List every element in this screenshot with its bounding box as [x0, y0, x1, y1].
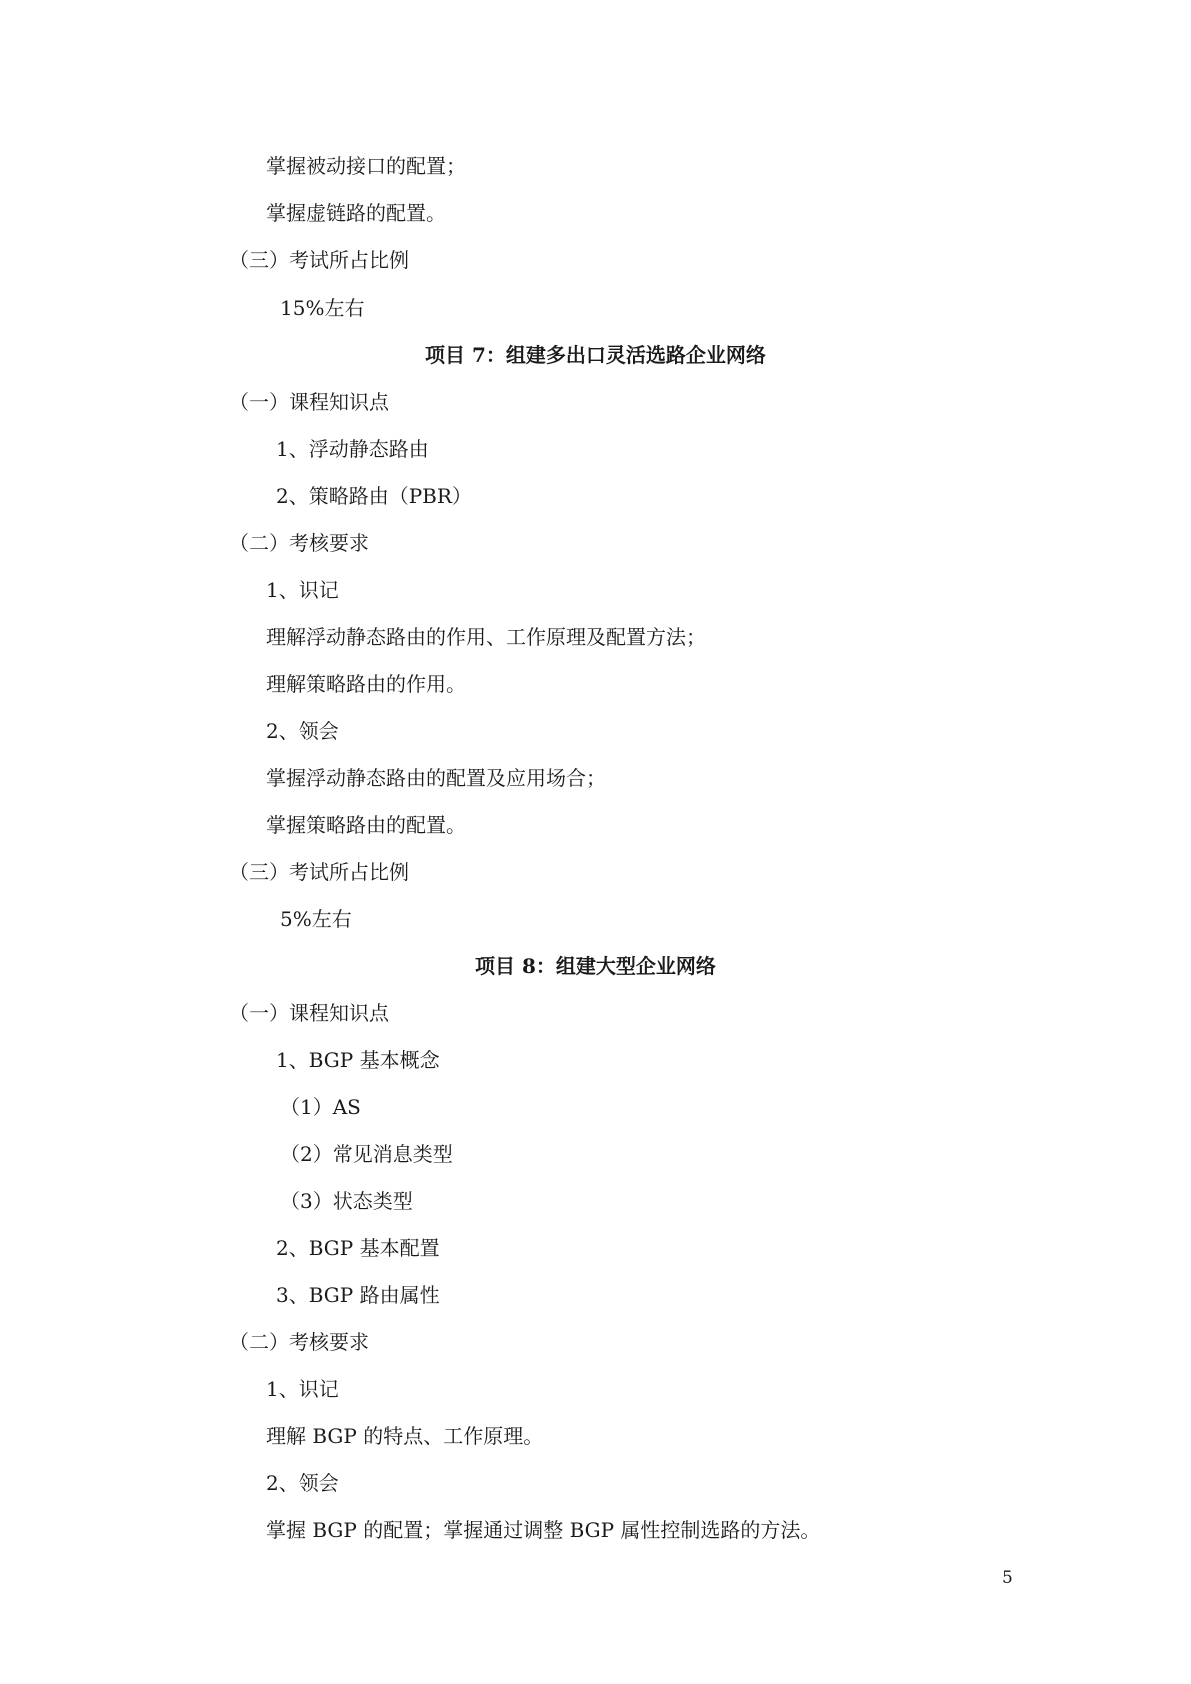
text-line: 掌握被动接口的配置； [266, 154, 466, 178]
section-heading: （三）考试所占比例 [229, 860, 409, 884]
section-heading: （二）考核要求 [229, 1330, 369, 1354]
list-item: 2、领会 [266, 719, 339, 743]
text-line: 理解浮动静态路由的作用、工作原理及配置方法； [266, 625, 706, 649]
list-item: 1、BGP 基本概念 [276, 1048, 440, 1072]
section-heading: （一）课程知识点 [229, 390, 389, 414]
text-line: 掌握策略路由的配置。 [266, 813, 466, 837]
sub-list-item: （3）状态类型 [280, 1189, 413, 1213]
text-line: 掌握虚链路的配置。 [266, 201, 446, 225]
text-line: 5%左右 [280, 907, 352, 931]
project-7-title: 项目 7：组建多出口灵活选路企业网络 [425, 343, 766, 367]
text-line: 理解 BGP 的特点、工作原理。 [266, 1424, 544, 1448]
text-line: 掌握 BGP 的配置；掌握通过调整 BGP 属性控制选路的方法。 [266, 1518, 821, 1542]
list-item: 1、识记 [266, 578, 339, 602]
list-item: 1、识记 [266, 1377, 339, 1401]
list-item: 3、BGP 路由属性 [276, 1283, 440, 1307]
list-item: 2、策略路由（PBR） [276, 484, 472, 508]
section-heading: （三）考试所占比例 [229, 248, 409, 272]
text-line: 理解策略路由的作用。 [266, 672, 466, 696]
sub-list-item: （2）常见消息类型 [280, 1142, 453, 1166]
page-number: 5 [1002, 1568, 1013, 1588]
project-8-title: 项目 8：组建大型企业网络 [475, 954, 716, 978]
list-item: 1、浮动静态路由 [276, 437, 429, 461]
section-heading: （二）考核要求 [229, 531, 369, 555]
text-line: 15%左右 [280, 296, 365, 320]
sub-list-item: （1）AS [280, 1095, 361, 1119]
section-heading: （一）课程知识点 [229, 1001, 389, 1025]
list-item: 2、BGP 基本配置 [276, 1236, 440, 1260]
text-line: 掌握浮动静态路由的配置及应用场合； [266, 766, 606, 790]
list-item: 2、领会 [266, 1471, 339, 1495]
